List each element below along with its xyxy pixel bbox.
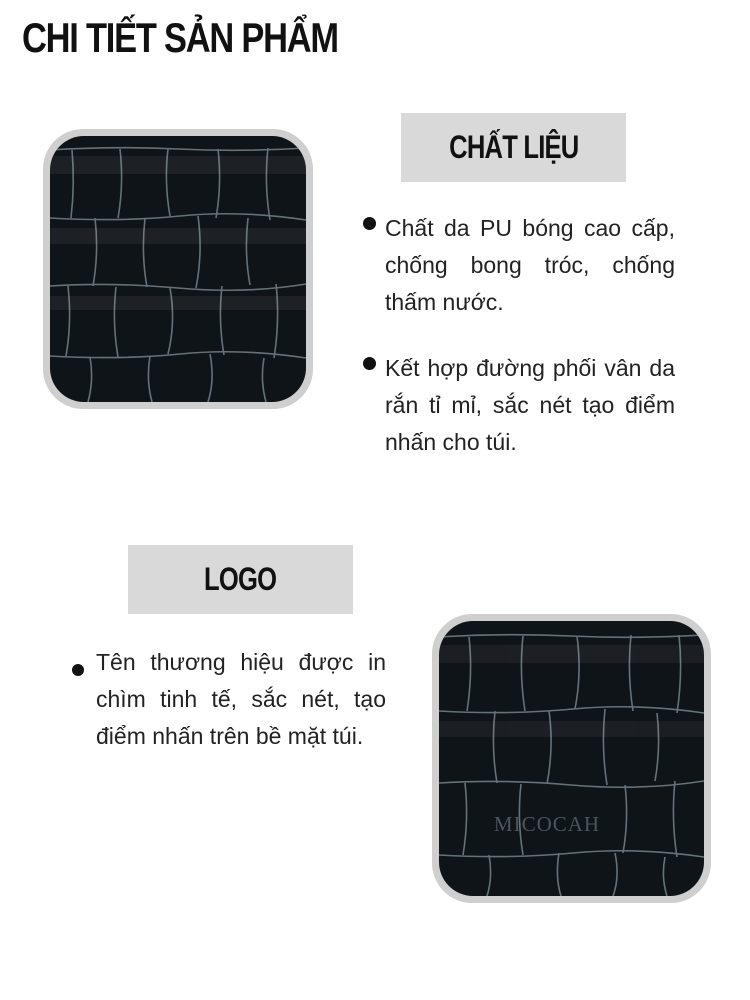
- list-item: [363, 350, 675, 461]
- page-title: CHI TIẾT SẢN PHẨM: [22, 14, 338, 61]
- croc-leather-logo-image: [439, 621, 704, 896]
- bullet-text: Kết hợp đường phối vân da rắn tỉ mỉ, sắc nét tạo điểm nhấn cho túi.: [385, 355, 675, 455]
- bullet-text: Tên thương hiệu được in chìm tinh tế, sắc nét, tạo điểm nhấn trên bề mặt túi.: [96, 649, 386, 749]
- bullet-icon: [363, 357, 376, 370]
- material-label-box: [401, 113, 626, 182]
- list-item: [72, 644, 386, 755]
- list-item: [363, 210, 675, 321]
- logo-label: LOGO: [204, 561, 277, 597]
- material-bullet-list: [363, 210, 675, 490]
- leather-texture-photo: [43, 129, 313, 409]
- logo-emboss-photo: [432, 614, 711, 903]
- croc-leather-image: [50, 136, 306, 402]
- material-label: CHẤT LIỆU: [448, 129, 579, 165]
- embossed-logo-text: MICOCAH: [493, 812, 601, 836]
- bullet-icon: [363, 217, 376, 230]
- logo-bullet-list: [72, 644, 386, 784]
- bullet-text: Chất da PU bóng cao cấp, chống bong tróc, chống thấm nước.: [385, 215, 675, 315]
- logo-label-box: [128, 545, 353, 614]
- bullet-icon: [72, 664, 84, 676]
